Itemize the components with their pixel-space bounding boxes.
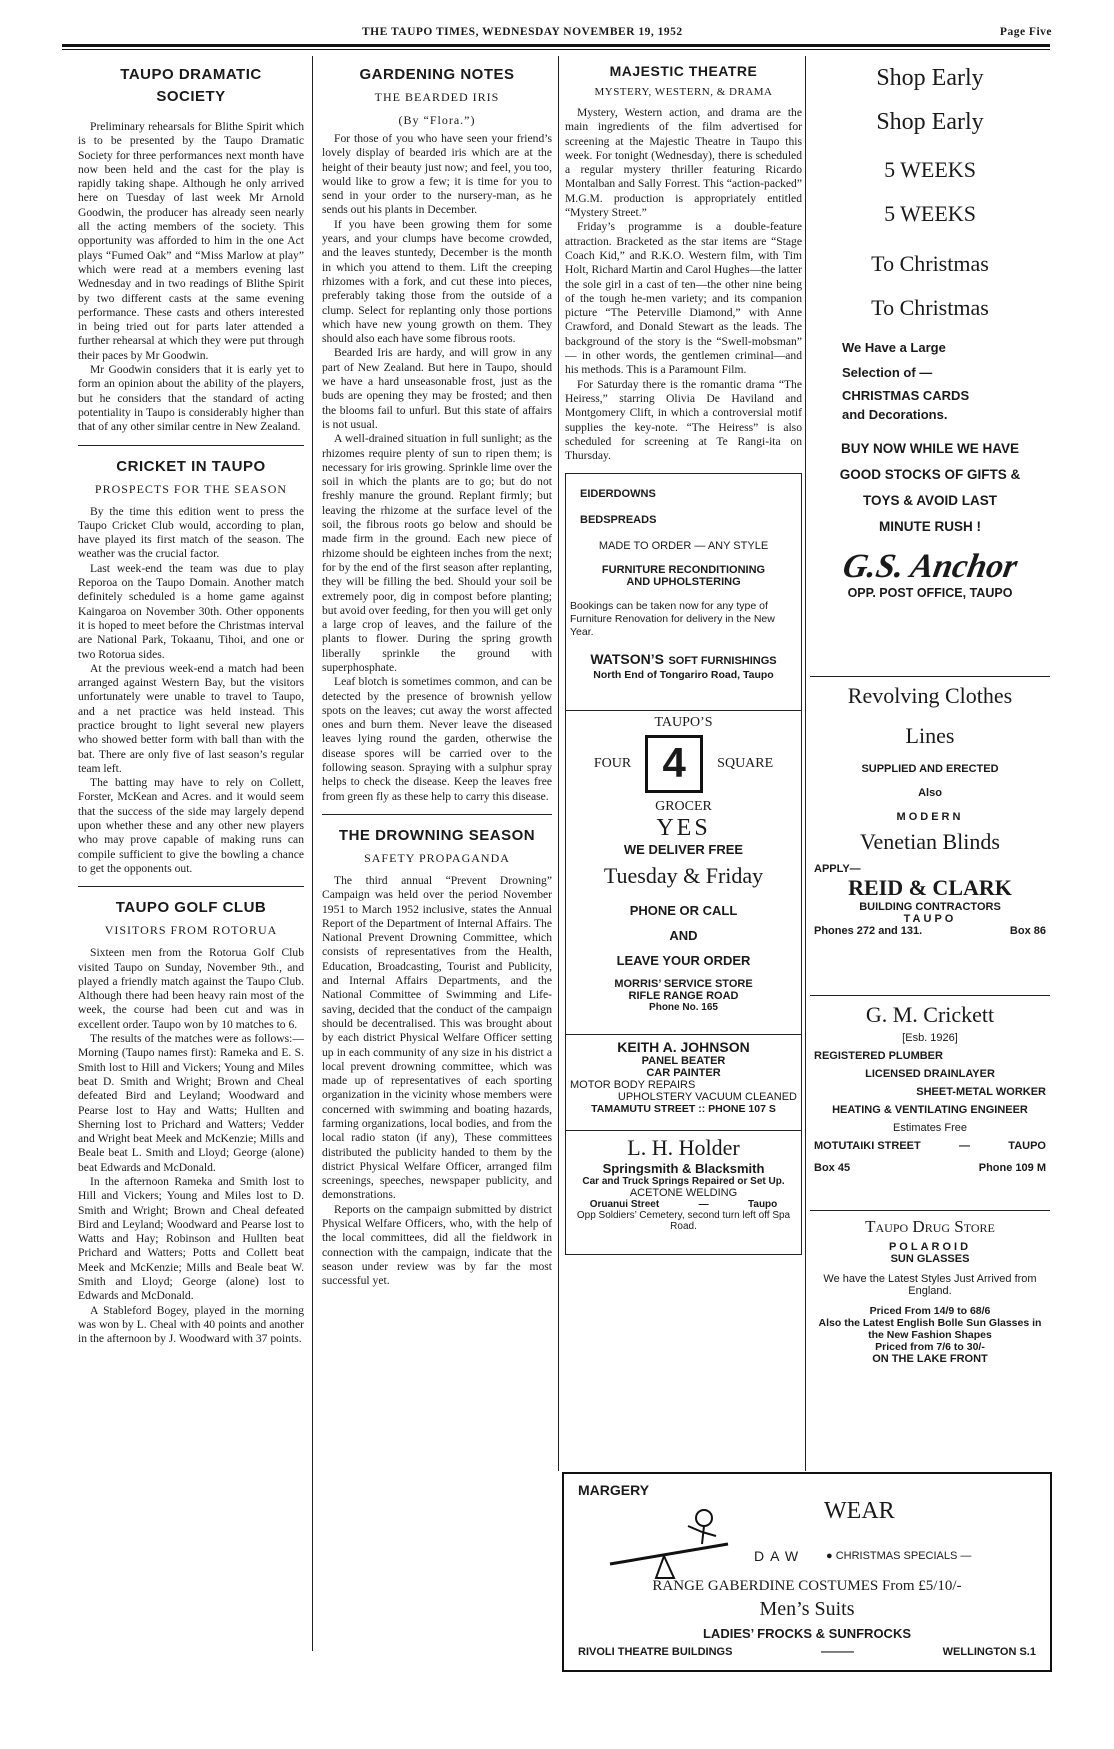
ad-line: MINUTE RUSH ! xyxy=(879,519,981,534)
column-1 xyxy=(78,56,304,1656)
ad-line: GROCER xyxy=(655,799,712,815)
crickett-ad xyxy=(810,996,1050,1210)
article-paragraph: A well-drained situation in full sunlight; as the rhizomes require plenty of sun to ripen them; is necessary for iris growing. Sprinkle lime over the soil in which the plants are to go; but do not freshly manure the ground. Replant firmly; but leaving the rhizome at the surface level of the soil, the fibrous roots go below and should be made firm in the ground. Each new piece of rhizome should be eighteen inches from the next; for by the end of the first season after replanting, they will be filling the bed. Should your soil be extremely poor, dig in compost before planting; but avoid over feeding, for then you will get only a large crop of leaves, and the failure of the plants to flower. During the spring growth liberally sprinkle the ground with superphosphate. xyxy=(322,432,552,674)
ad-line: Estimates Free xyxy=(893,1122,967,1134)
ad-line: REGISTERED PLUMBER xyxy=(814,1050,943,1062)
golf-headline: TAUPO GOLF CLUB xyxy=(115,899,267,917)
ad-line: LEAVE YOUR ORDER xyxy=(616,953,751,969)
ad-line: Shop Early xyxy=(876,65,984,91)
ad-line: To Christmas xyxy=(871,295,989,320)
ad-line: [Esb. 1926] xyxy=(902,1032,958,1044)
article-paragraph: For Saturday there is the romantic drama “The Heiress,” starring Olivia De Haviland and Montgomery Clift, in which a controversial motif supplies the key-note. “The Heiress” is also scheduled for screening at Te Rangi-ita on Thursday. xyxy=(565,377,802,463)
ad-line: North End of Tongariro Road, Taupo xyxy=(593,669,774,682)
article-paragraph: By the time this edition went to press the Taupo Cricket Club would, according to plan, have played its first match of the season. The weather was the crucial factor. xyxy=(78,504,304,561)
ad-line: Tuesday & Friday xyxy=(603,863,764,889)
ad-line: TAUPO’S xyxy=(654,715,713,731)
holder-ad xyxy=(565,1131,802,1255)
ad-line: APPLY— xyxy=(814,863,861,875)
ad-line: OPP. POST OFFICE, TAUPO xyxy=(847,586,1013,600)
four-square-logo: 4 xyxy=(645,735,703,793)
ad-line: SUPPLIED AND ERECTED xyxy=(861,763,999,775)
ad-line: TAUPO xyxy=(1008,1140,1046,1152)
article-paragraph: Mystery, Western action, and drama are the main ingredients of the film advertised for screening at the Majestic Theatre in Taupo this week. For tonight (Wednesday), there is scheduled a regular mystery thriller featuring Ricardo Montalban and Sally Forrest. This “action-packed” M.G.M. production is appropriately entitled “Mystery Street.” xyxy=(565,106,802,220)
ad-line: BEDSPREADS xyxy=(580,514,657,527)
ad-line: Opp Soldiers’ Cemetery, second turn left off Spa Road. xyxy=(576,1210,791,1233)
ad-line: — xyxy=(959,1140,971,1152)
ad-line: MADE TO ORDER — ANY STYLE xyxy=(598,540,769,553)
ad-line: FOUR xyxy=(593,756,632,772)
ad-line: FURNITURE RECONDITIONING xyxy=(601,564,766,577)
ad-line: MOTOR BODY REPAIRS xyxy=(570,1079,696,1092)
ad-line: Also the Latest English Bolle Sun Glasses in the New Fashion Shapes xyxy=(818,1317,1042,1341)
ad-line: Phones 272 and 131. xyxy=(814,925,923,937)
ad-line: LADIES’ FROCKS & SUNFROCKS xyxy=(702,1626,911,1641)
anchor-logo: G.S. Anchor xyxy=(840,548,1021,585)
ad-line: Box 45 xyxy=(814,1162,851,1174)
ad-line: PHONE OR CALL xyxy=(629,903,738,919)
column-divider xyxy=(558,56,559,1471)
ad-line: YES xyxy=(656,815,711,842)
ad-line: POLAROID xyxy=(888,1241,972,1253)
majestic-headline: MAJESTIC THEATRE xyxy=(609,63,758,79)
golf-subhead: VISITORS FROM ROTORUA xyxy=(104,923,278,938)
cricket-headline: CRICKET IN TAUPO xyxy=(116,457,266,475)
ad-line: Lines xyxy=(905,723,955,748)
ad-line: PANEL BEATER xyxy=(641,1055,726,1068)
article-paragraph: Friday’s programme is a double-feature attraction. Bracketed as the star items are “Stage Coach Kid,” and R.K.O. Western film, with Tim Holt, Richard Martin and Carol Hughes—the latter the sole girl in a cast of ten—the other nine being of the tough he-men variety; and its companion picture “The Peterville Diamond,” with Anne Crawford, and Donald Stewart as the leads. The background of the story is the “Swell-mobsman” — in other words, the gentlemen criminal—and his methods. This is a Paramount Film. xyxy=(565,220,802,377)
ad-line: CHRISTMAS CARDS xyxy=(842,388,970,403)
article-paragraph: A Stableford Bogey, played in the morning was won by L. Cheal with 40 points and another in the afternoon by J. Woodward with 37 points. xyxy=(78,1303,304,1346)
ad-line: UPHOLSTERY VACUUM CLEANED xyxy=(617,1091,797,1104)
ad-line: WE DELIVER FREE xyxy=(623,842,744,858)
ad-line: SOFT FURNISHINGS xyxy=(668,655,777,668)
ad-line: GOOD STOCKS OF GIFTS & xyxy=(839,467,1021,482)
divider xyxy=(78,886,304,887)
ad-line: Shop Early xyxy=(876,109,984,135)
ad-line: RIFLE RANGE ROAD xyxy=(628,990,739,1003)
ad-line: WELLINGTON S.1 xyxy=(942,1646,1036,1658)
ad-line: Bookings can be taken now for any type of Furniture Renovation for delivery in the New Year. xyxy=(570,600,775,639)
ad-line: AND xyxy=(669,928,698,944)
ad-line: 5 WEEKS xyxy=(884,201,976,226)
drama-headline: TAUPO DRAMATIC xyxy=(120,66,262,83)
anchor-ad xyxy=(810,56,1050,676)
divider xyxy=(322,814,552,815)
ad-line: Selection of — xyxy=(842,365,933,380)
four-square-ad xyxy=(565,711,802,1035)
article-paragraph: Leaf blotch is sometimes common, and can be detected by the presence of brownish yellow spots on the leaves; cut away the worst affected ones and burn them. Never leave the diseased leaves lying round the garden, otherwise the disease spores will be carried over to the following season. Spraying with a sulphur spray helps to check the disease. Keep the leaves free from green fly as these help to carry this disease. xyxy=(322,675,552,803)
article-paragraph: The batting may have to rely on Collett, Forster, McKean and Acres. and it would seem that the success of the side may largely depend upon whether these and any other new players who may prove capable of making runs can compile sufficient to give the bowling a chance to get the opponents out. xyxy=(78,776,304,875)
ad-line: SQUARE xyxy=(717,756,774,772)
page-number: Page Five xyxy=(999,26,1052,38)
ad-line: ACETONE WELDING xyxy=(629,1187,738,1200)
ad-line: L. H. Holder xyxy=(627,1135,740,1161)
margery-ad xyxy=(562,1472,1052,1672)
ad-line: MORRIS’ SERVICE STORE xyxy=(614,978,753,991)
ad-line: BUY NOW WHILE WE HAVE xyxy=(841,441,1019,456)
column-2 xyxy=(322,56,552,1656)
ad-line: — xyxy=(698,1199,709,1211)
ad-line: Box 86 xyxy=(1009,925,1046,937)
gardening-subhead: THE BEARDED IRIS xyxy=(374,90,500,104)
ad-line: Priced from 7/6 to 30/- xyxy=(875,1341,985,1353)
ad-line: Oruanui Street xyxy=(589,1199,660,1211)
column-divider xyxy=(805,56,806,1471)
ad-line: Priced From 14/9 to 68/6 xyxy=(869,1305,991,1317)
article-paragraph: Sixteen men from the Rotorua Golf Club visited Taupo on Sunday, November 9th., and played a friendly match against the Taupo Club. Although there had been heavy rain most of the week, the course had been cut and was in excellent order. Taupo won by 10 matches to 6. xyxy=(78,946,304,1031)
watsons-name: WATSON’S xyxy=(590,651,664,668)
keith-johnson-ad xyxy=(565,1035,802,1131)
ad-line: We Have a Large xyxy=(842,340,946,355)
ad-line: MOTUTAIKI STREET xyxy=(814,1140,921,1152)
column-divider xyxy=(312,56,313,1651)
article-paragraph: Last week-end the team was due to play Reporoa on the Taupo Domain. Another match definitely scheduled is a home game against Kaingaroa on November 30th. Other opponents it is hoped to meet before the Christmas interval are National Park, Tokaanu, Tihoi, and one or two Rotorua sides. xyxy=(78,561,304,661)
ad-line: BUILDING CONTRACTORS xyxy=(859,901,1001,913)
drug-store-ad xyxy=(810,1211,1050,1381)
ad-line: G. M. Crickett xyxy=(865,1002,995,1027)
ad-line: ON THE LAKE FRONT xyxy=(872,1353,988,1365)
ad-line: WEAR xyxy=(824,1498,895,1524)
ad-line: TAMAMUTU STREET :: PHONE 107 S xyxy=(591,1103,776,1116)
gardening-byline: (By “Flora.”) xyxy=(398,113,476,127)
ad-line: TOYS & AVOID LAST xyxy=(862,493,997,508)
drowning-subhead: SAFETY PROPAGANDA xyxy=(364,850,510,865)
ad-line: ● CHRISTMAS SPECIALS — xyxy=(826,1550,972,1562)
ad-line: Springsmith & Blacksmith xyxy=(602,1161,765,1177)
ad-line: EIDERDOWNS xyxy=(580,488,656,501)
ad-line: Venetian Blinds xyxy=(860,829,1000,854)
column-4 xyxy=(810,56,1050,1476)
divider xyxy=(78,445,304,446)
ad-line: 5 WEEKS xyxy=(884,157,976,182)
ad-line: ——— xyxy=(821,1646,855,1658)
article-paragraph: In the afternoon Rameka and Smith lost to Hill and Vickers; Young and Miles lost to D. Smith and Wright; Brown and Cheal defeated Bird and Leyland; Woodward and Pearse lost to Watts and Hay; Robinson and Hullten beat Prichard and Watters; Potts and Collett beat Meek and McKenzie; Mills and Beale beat W. Smith and Lloyd; George (alone) lost to Edwards and McDonald. xyxy=(78,1175,304,1303)
ad-line: RIVOLI THEATRE BUILDINGS xyxy=(578,1646,733,1658)
article-paragraph: Preliminary rehearsals for Blithe Spirit which is to be presented by the Taupo Dramatic Society for three performances next month have now been held and the cast for the play is rapidly taking shape. Although he only arrived here on Tuesday of last week Mr Arnold Goodwin, the producer has already seen nearly all the acting members of the society. This opportunity was afforded to him in the one Act plays “Fumed Oak” and “Miss Marlow at play” which were read at a members evening last Wednesday and in two readings of Blithe Spirit by two different casts at the same evening performance. These casts and others interested in being tried out for parts later attended a further rehearsal at which they were put through their paces by Mr Goodwin. xyxy=(78,120,304,362)
masthead-rule xyxy=(62,44,1050,50)
article-paragraph: For those of you who have seen your friend’s lovely display of bearded iris which are at the height of their beauty just now; and feel, you too, would like to grow a few; it is time for you to send in your order to the nursery-man, as he sends out his plants in December. xyxy=(322,132,552,217)
article-paragraph: Mr Goodwin considers that it is early yet to form an opinion about the ability of the players, but he considers that the standard of acting potentiality in Taupo is considerably higher than that of any other similar centre in New Zealand. xyxy=(78,363,304,434)
column-3 xyxy=(565,56,802,1476)
watsons-ad xyxy=(565,473,802,711)
ad-line: Taupo Drug Store xyxy=(865,1217,995,1236)
ad-line: REID & CLARK xyxy=(848,875,1012,900)
article-paragraph: Reports on the campaign submitted by district Physical Welfare Officers, who, with the help of the local committees, did all the fieldwork in connection with the campaign, indicate that the season under review was by far the most successful yet. xyxy=(322,1202,552,1288)
article-paragraph: The third annual “Prevent Drowning” Campaign was held over the period November 1951 to March 1952 inclusive, states the Annual Report of the Department of Internal Affairs. The National Prevent Drowning Committee, which consists of representatives from the Health, Education, Broadcasting, Tourist and Publicity, and Internal Affairs Departments, and the National Committee of Swimming and Life-saving, decided that the conduct of the campaign should be decentralised. This was brought about by each district Physical Welfare Officer setting up in each community of any size in his district a local prevent drowning committee, which was made up of representatives of each sporting organization in the vicinity whose members were concerned with swimming and boating hazards, farming organizations, local bodies, and from the local radio staton (if any), These committees distributed the publicity handed to them by the district Physical Welfare Officer, arranged film screenings, speeches, newspaper publicity, and demonstrations. xyxy=(322,873,552,1202)
gardening-headline: GARDENING NOTES xyxy=(359,66,515,83)
article-paragraph: Bearded Iris are hardy, and will grow in any part of New Zealand. But here in Taupo, should we have a hard unseasonable frost, just as the buds are opening they may be frosted; and then the blooms fail to unfurl. But this state of affairs is not usual. xyxy=(322,346,552,431)
ad-line: KEITH A. JOHNSON xyxy=(617,1039,750,1056)
ad-line: Revolving Clothes xyxy=(847,683,1013,708)
majestic-subhead: MYSTERY, WESTERN, & DRAMA xyxy=(594,86,773,98)
ad-line: Car and Truck Springs Repaired or Set Up. xyxy=(582,1176,785,1188)
article-paragraph: At the previous week-end a match had been arranged against Western Bay, but the visitors unfortunately were unable to travel to Taupo, and a net practice was held instead. This practice brought to light several new players who showed better form with ball than with the bat. There are only five of last season’s regular team left. xyxy=(78,661,304,775)
ad-line: To Christmas xyxy=(871,251,989,276)
ad-line: CAR PAINTER xyxy=(646,1067,721,1080)
ad-line: Men’s Suits xyxy=(759,1598,855,1620)
ad-line: Also xyxy=(918,787,942,799)
article-paragraph: If you have been growing them for some years, and your clumps have become crowded, and the leaves stuntedy, December is the month in which you attend to them. Lift the creeping rhizomes with a fork, and cut these into pieces, preferably taking those from the outside of a clump. Select for replanting only those portions which have new young growth on them. They should also each have some fibrous roots. xyxy=(322,217,552,346)
ad-line: DAW xyxy=(754,1548,805,1564)
ad-line: HEATING & VENTILATING ENGINEER xyxy=(832,1104,1028,1116)
ad-line: MARGERY xyxy=(578,1482,650,1498)
ad-line: Taupo xyxy=(748,1199,778,1211)
ad-line: We have the Latest Styles Just Arrived from England. xyxy=(823,1273,1037,1297)
ad-line: MODERN xyxy=(896,811,964,823)
cricket-subhead: PROSPECTS FOR THE SEASON xyxy=(94,481,288,496)
ad-line: Phone 109 M xyxy=(978,1162,1046,1174)
ad-line: TAUPO xyxy=(903,913,957,925)
masthead-title: THE TAUPO TIMES, WEDNESDAY NOVEMBER 19, 1952 xyxy=(362,26,683,38)
ad-line: Phone No. 165 xyxy=(649,1002,718,1014)
drowning-headline: THE DROWNING SEASON xyxy=(338,826,536,844)
reid-clark-ad xyxy=(810,677,1050,995)
ad-line: SUN GLASSES xyxy=(890,1253,970,1265)
masthead xyxy=(62,22,1052,42)
ad-line: and Decorations. xyxy=(842,407,948,422)
ad-line: LICENSED DRAINLAYER xyxy=(865,1068,995,1080)
ad-line: SHEET-METAL WORKER xyxy=(916,1086,1046,1098)
seesaw-illustration xyxy=(604,1504,734,1584)
article-paragraph: The results of the matches were as follows:—Morning (Taupo names first): Rameka and E. S. Smith lost to Hill and Vickers; Young and Miles beat D. Smith and Wright; Brown and Cheal defeated Bird and Leyland; Woodward and Pearse lost to Hay and Watts; Hullten and Sherning lost to Prichard and Watters; Vedder and Wright beat Meek and McKenzie; Mills and Beale beat L. Smith and Lloyd; George (alone) beat Edwards and McDonald. xyxy=(78,1032,304,1174)
ad-line: AND UPHOLSTERING xyxy=(626,576,741,589)
ad-line: RANGE GABERDINE COSTUMES From £5/10/- xyxy=(652,1578,962,1594)
drama-headline-2: SOCIETY xyxy=(156,88,226,105)
